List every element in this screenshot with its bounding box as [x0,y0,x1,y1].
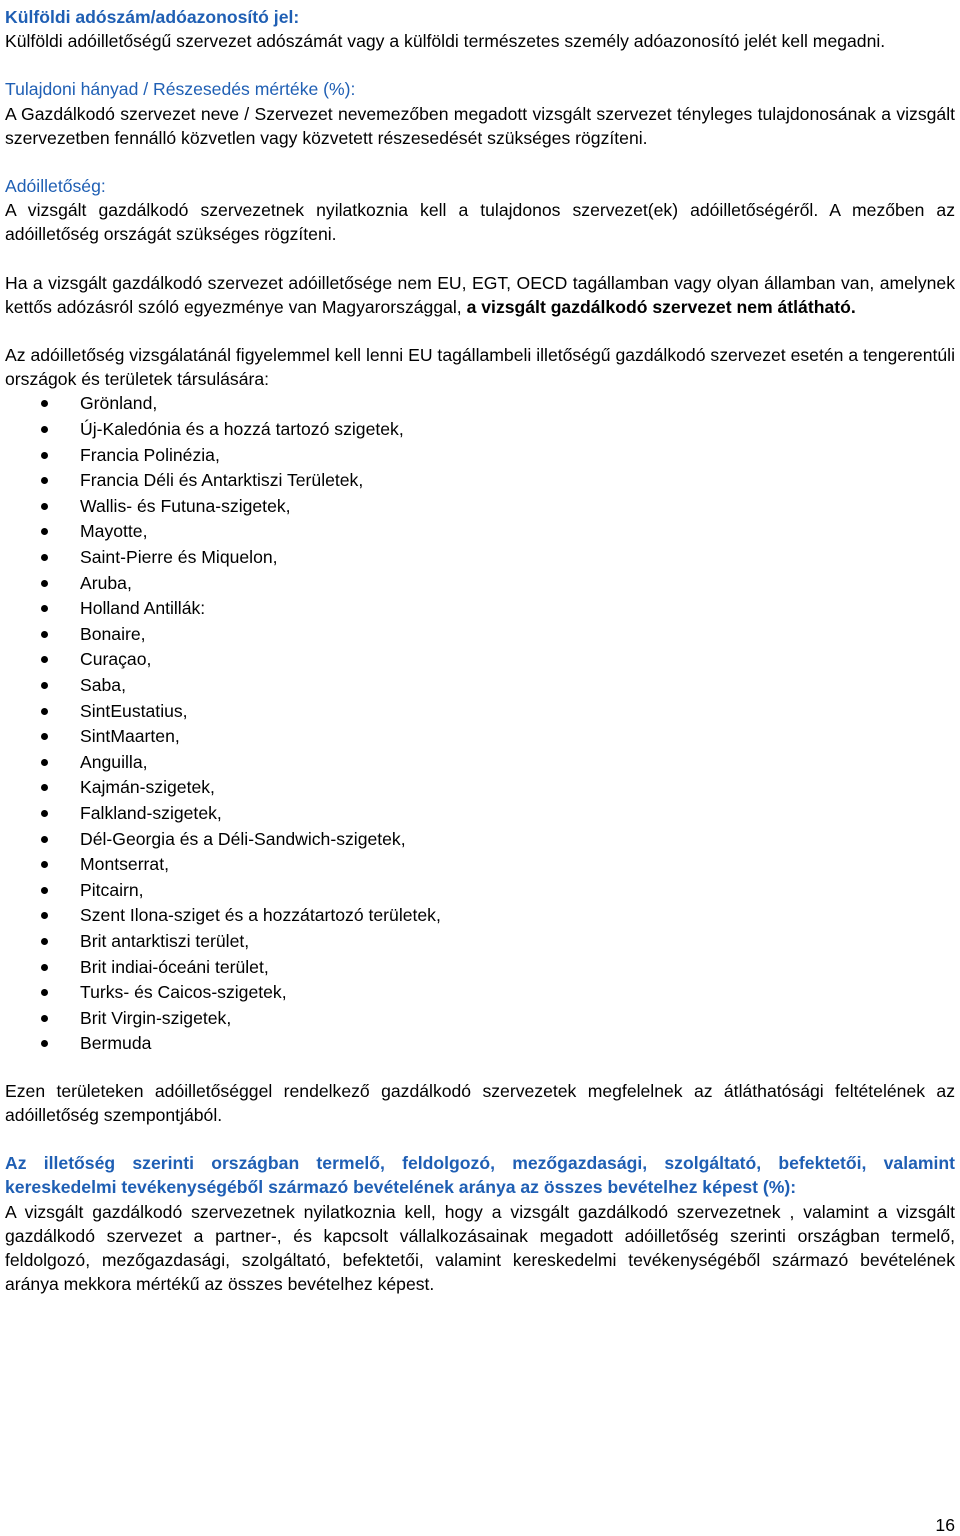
bullet-icon [41,682,48,689]
territory-label: Új-Kaledónia és a hozzá tartozó szigetek, [80,419,404,440]
territory-list-item [5,775,955,801]
bullet-icon [41,964,48,971]
territory-list-item [5,980,955,1006]
territory-list-item [5,903,955,929]
territory-list-item [5,622,955,648]
territory-label: Brit Virgin-szigetek, [80,1007,232,1028]
overseas-section [5,343,955,1127]
bullet-icon [41,477,48,484]
bullet-icon [41,426,48,433]
bullet-icon [41,912,48,919]
bullet-icon [41,887,48,894]
territory-label: Francia Déli és Antarktiszi Területek, [80,470,364,491]
non-transparent-bold-text: a vizsgált gazdálkodó szervezet nem átlátható. [466,296,856,317]
territory-list-item [5,827,955,853]
territory-label: Montserrat, [80,854,169,875]
bullet-icon [41,836,48,843]
document-page [5,5,955,1321]
non-transparent-paragraph [5,271,955,319]
territory-label: Holland Antillák: [80,598,206,619]
territory-label: Dél-Georgia és a Déli-Sandwich-szigetek, [80,828,406,849]
territory-label: Grönland, [80,393,158,414]
income-ratio-heading: Az illetőség szerinti országban termelő, feldolgozó, mezőgazdasági, szolgáltató, befektetői, valamint kereskedelmi tevékenységéből származó bevételének aránya az összes bevételhez képest (%): [5,1153,955,1198]
territory-label: Bonaire, [80,623,146,644]
territory-label: Curaçao, [80,649,152,670]
foreign-tax-id-section [5,5,955,53]
ownership-share-text: A Gazdálkodó szervezet neve / Szervezet nevemezőben megadott vizsgált szervezet tényleges tulajdonosának a vizsgált szervezetben fennálló közvetlen vagy közvetett részesedését szükséges rögzíteni. [5,103,955,148]
income-ratio-section [5,1151,955,1296]
bullet-icon [41,503,48,510]
territory-list-item [5,878,955,904]
non-transparent-section [5,271,955,319]
territory-list-item [5,1031,955,1057]
bullet-icon [41,528,48,535]
territory-label: Saint-Pierre és Miquelon, [80,547,278,567]
bullet-icon [41,1015,48,1022]
bullet-icon [41,554,48,561]
ownership-share-section [5,77,955,150]
territory-list-item [5,391,955,417]
territory-list-item [5,1006,955,1032]
territory-list-item [5,417,955,443]
tax-residency-heading: Adóilletőség: [5,176,106,197]
territory-label: Bermuda [80,1033,152,1054]
bullet-icon [41,989,48,996]
bullet-icon [41,631,48,638]
territory-list-item [5,571,955,597]
territory-list-item [5,852,955,878]
territory-label: SintEustatius, [80,700,188,721]
territory-list-item [5,443,955,469]
territory-list-item [5,929,955,955]
territory-label: Anguilla, [80,751,148,772]
non-transparent-text: Ha a vizsgált gazdálkodó szervezet adóilletősége nem EU, EGT, OECD tagállamban vagy olyan államban van, amelynek kettős adózásról szóló egyezménye van Magyarországgal, [5,272,955,317]
bullet-icon [41,580,48,587]
foreign-tax-id-heading: Külföldi adószám/adóazonosító jel: [5,7,300,27]
page-number: 16 [935,1515,955,1535]
territory-label: Szent Ilona-sziget és a hozzátartozó területek, [80,905,441,926]
territory-label: Kajmán-szigetek, [80,777,215,798]
tax-residency-text: A vizsgált gazdálkodó szervezetnek nyilatkoznia kell a tulajdonos szervezet(ek) adóilletőségéről. A mezőben az adóilletőség országát szükséges rögzíteni. [5,200,955,245]
territory-list-item [5,468,955,494]
overseas-closing: Ezen területeken adóilletőséggel rendelkező gazdálkodó szervezetek megfelelnek az átláthatósági feltételének az adóilletőség szempontjából. [5,1080,955,1126]
territory-label: Brit antarktiszi terület, [80,930,250,951]
territory-list-item [5,596,955,622]
overseas-intro: Az adóilletőség vizsgálatánál figyelemmel kell lenni EU tagállambeli illetőségű gazdálkodó szervezet esetén a tengerentúli országok és területek társulására: [5,345,955,390]
territory-list-item [5,955,955,981]
territory-label: Wallis- és Futuna-szigetek, [80,495,291,516]
territory-label: Francia Polinézia, [80,444,220,465]
foreign-tax-id-text: Külföldi adóilletőségű szervezet adószámát vagy a külföldi természetes személy adóazonosító jelét kell megadni. [5,31,886,52]
territory-list-item [5,699,955,725]
income-ratio-text: A vizsgált gazdálkodó szervezetnek nyilatkoznia kell, hogy a vizsgált gazdálkodó szervezetnek , valamint a vizsgált gazdálkodó szervezet a partner-, és kapcsolt vállalkozásainak megadott adóilletőség szerinti országban termelő, feldolgozó, mezőgazdasági, szolgáltató, befektetői, valamint kereskedelmi tevékenységéből származó bevételének aránya mekkora mértékű az összes bevételhez képest. [5,1201,955,1295]
territory-label: Mayotte, [80,521,148,542]
bullet-icon [41,1040,48,1047]
territory-list-item [5,494,955,520]
tax-residency-section [5,174,955,247]
territory-label: SintMaarten, [80,726,180,747]
ownership-share-heading: Tulajdoni hányad / Részesedés mértéke (%): [5,79,356,100]
bullet-icon [41,784,48,791]
bullet-icon [41,656,48,663]
bullet-icon [41,938,48,945]
territory-list-item [5,673,955,699]
bullet-icon [41,733,48,740]
territory-label: Falkland-szigetek, [80,802,222,823]
bullet-icon [41,861,48,868]
territory-list-item [5,545,955,571]
overseas-territories-list [5,391,955,1056]
bullet-icon [41,810,48,817]
bullet-icon [41,708,48,715]
territory-list-item [5,724,955,750]
territory-list-item [5,750,955,776]
territory-list-item [5,519,955,545]
territory-list-item [5,647,955,673]
bullet-icon [41,605,48,612]
territory-label: Saba, [80,674,126,695]
bullet-icon [41,759,48,766]
territory-list-item [5,801,955,827]
territory-label: Turks- és Caicos-szigetek, [80,982,287,1003]
territory-label: Brit indiai-óceáni terület, [80,956,269,977]
territory-label: Pitcairn, [80,879,144,900]
territory-label: Aruba, [80,572,132,593]
bullet-icon [41,452,48,459]
bullet-icon [41,400,48,407]
